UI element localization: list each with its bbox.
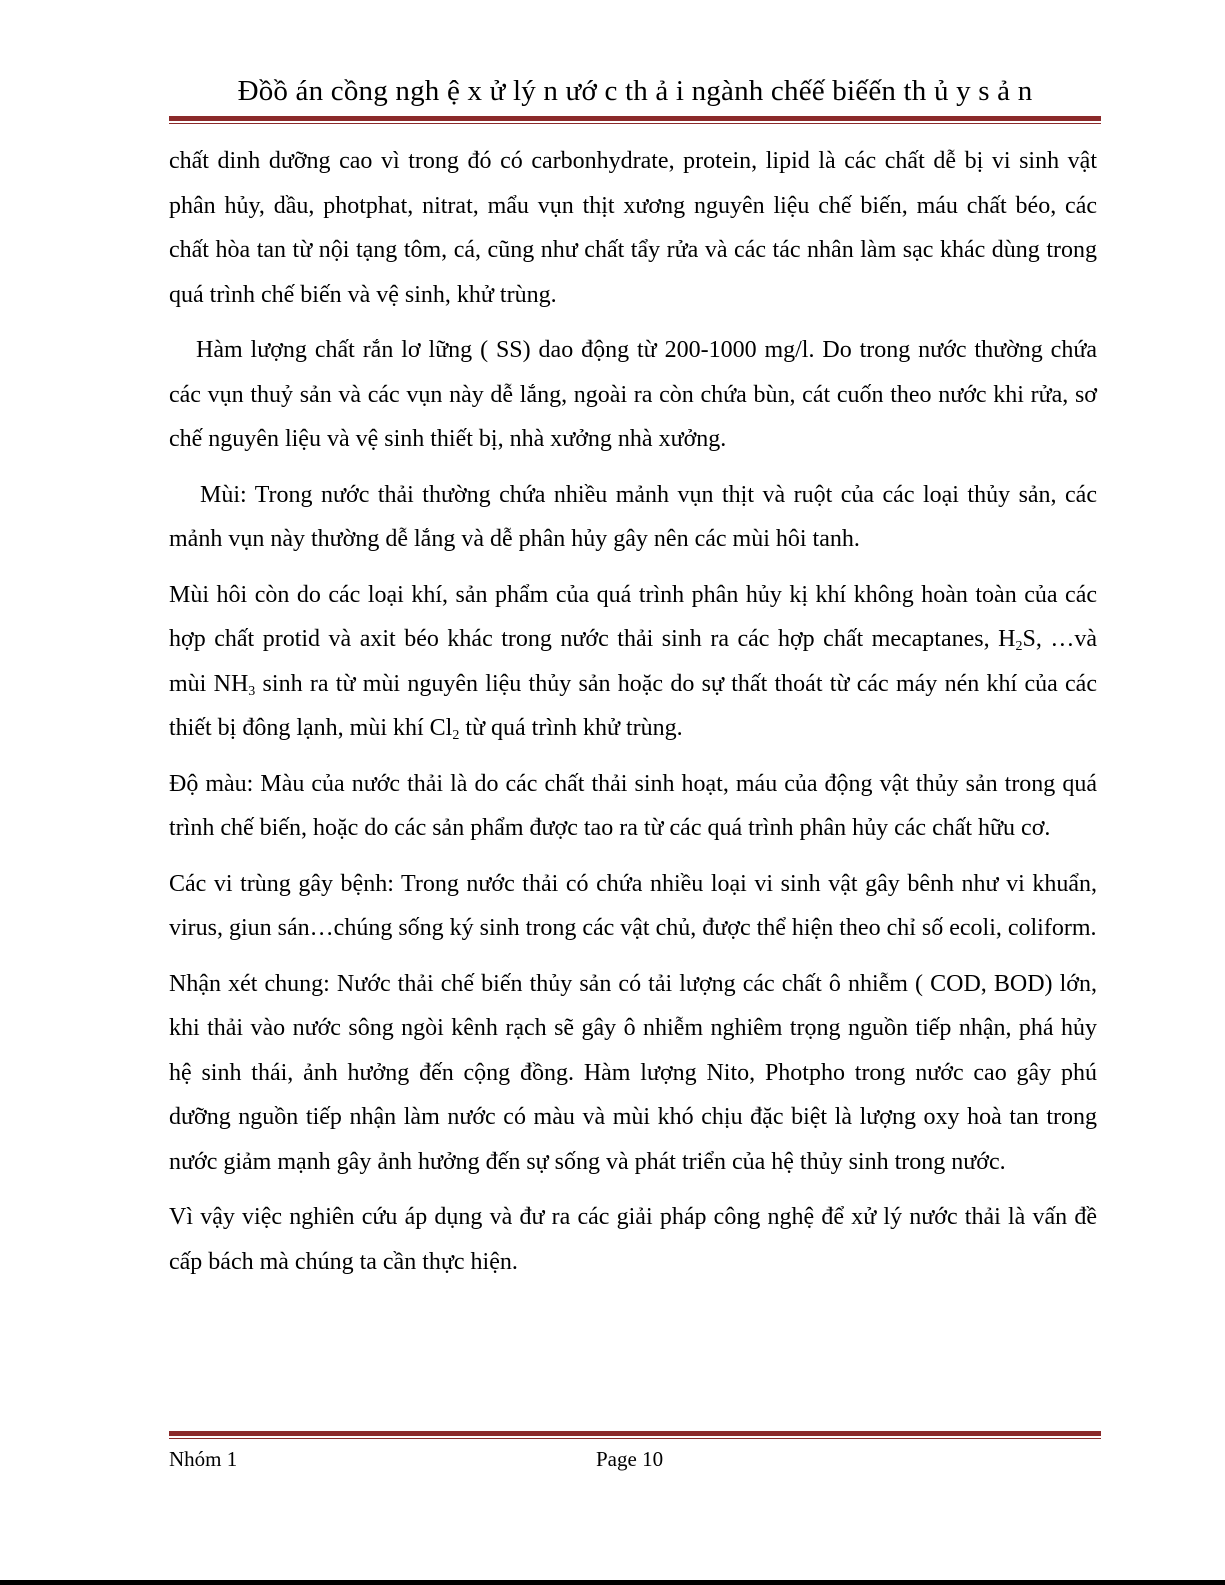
paragraph-odor-gases	[169, 573, 1097, 751]
paragraph-nutrients: chất dinh dưỡng cao vì trong đó có carbonhydrate, protein, lipid là các chất dễ bị vi sinh vật phân hủy, dầu, photphat, nitrat, mẩu vụn thịt xương nguyên liệu chế biến, máu chất béo, các chất hòa tan từ nội tạng tôm, cá, cũng như chất tẩy rửa và các tác nhân làm sạc khác dùng trong quá trình chế biến và vệ sinh, khử trùng.	[169, 148, 1097, 308]
paragraph-general-remarks: Nhận xét chung: Nước thải chế biến thủy sản có tải lượng các chất ô nhiễm ( COD, BOD) lớn, khi thải vào nước sông ngòi kênh rạch sẽ gây ô nhiễm nghiêm trọng nguồn tiếp nhận, phá hủy hệ sinh thái, ảnh hưởng đến cộng đồng. Hàm lượng Nito, Photpho trong nước cao gây phú dưỡng nguồn tiếp nhận làm nước có màu và mùi khó chịu đặc biệt là lượng oxy hoà tan trong nước giảm mạnh gây ảnh hưởng đến sự sống và phát triển của hệ thủy sinh trong nước.	[169, 970, 1097, 1175]
odor-gases-text-2: S, …và mùi NH	[169, 626, 1098, 697]
paragraph-color: Độ màu: Màu của nước thải là do các chất thải sinh hoạt, máu của động vật thủy sản trong quá trình chế biến, hoặc do các sản phẩm được tao ra từ các quá trình phân hủy các chất hữu cơ.	[169, 770, 1097, 841]
footer-divider	[169, 1431, 1101, 1439]
footer-group-label: Nhóm 1	[169, 1447, 238, 1471]
odor-gases-text-4: từ quá trình khử trùng.	[459, 715, 683, 741]
header-divider	[169, 116, 1101, 124]
footer-page-number: Page 10	[596, 1447, 664, 1471]
page-bottom-edge	[0, 1580, 1225, 1585]
paragraph-suspended-solids: Hàm lượng chất rắn lơ lững ( SS) dao động từ 200-1000 mg/l. Do trong nước thường chứa các vụn thuỷ sản và các vụn này dễ lắng, ngoài ra còn chứa bùn, cát cuốn theo nước khi rửa, sơ chế nguyên liệu và vệ sinh thiết bị, nhà xưởng nhà xưởng.	[169, 337, 1097, 452]
odor-gases-text-3: sinh ra từ mùi nguyên liệu thủy sản hoặc do sự thất thoát từ các máy nén khí của các thiết bị đông lạnh, mùi khí Cl	[169, 670, 1097, 741]
paragraph-pathogens: Các vi trùng gây bệnh: Trong nước thải có chứa nhiều loại vi sinh vật gây bênh như vi khuẩn, virus, giun sán…chúng sống ký sinh trong các vật chủ, được thể hiện theo chỉ số ecoli, coliform.	[169, 870, 1097, 941]
subscript-cl2: 2	[452, 728, 460, 743]
subscript-nh3: 3	[248, 683, 256, 699]
odor-gases-text-1: Mùi hôi còn do các loại khí, sản phẩm của quá trình phân hủy kị khí không hoàn toàn của các hợp chất protid và axit béo khác trong nước thải sinh ra các hợp chất mecaptanes, H	[169, 581, 1097, 652]
paragraph-odor: Mùi: Trong nước thải thường chứa nhiều mảnh vụn thịt và ruột của các loại thủy sản, các mảnh vụn này thường dễ lắng và dễ phân hủy gây nên các mùi hôi tanh.	[169, 481, 1097, 552]
document-body	[169, 139, 1097, 1295]
paragraph-conclusion: Vì vậy việc nghiên cứu áp dụng và đư ra các giải pháp công nghệ để xử lý nước thải là vấn đề cấp bách mà chúng ta cần thực hiện.	[169, 1204, 1097, 1275]
page-header-title: Đồồ án cồng ngh ệ x ử lý n ướ c th ả i ngành chếế biếến th ủ y s ả n	[237, 75, 1033, 107]
subscript-h2s: 2	[1015, 639, 1023, 654]
